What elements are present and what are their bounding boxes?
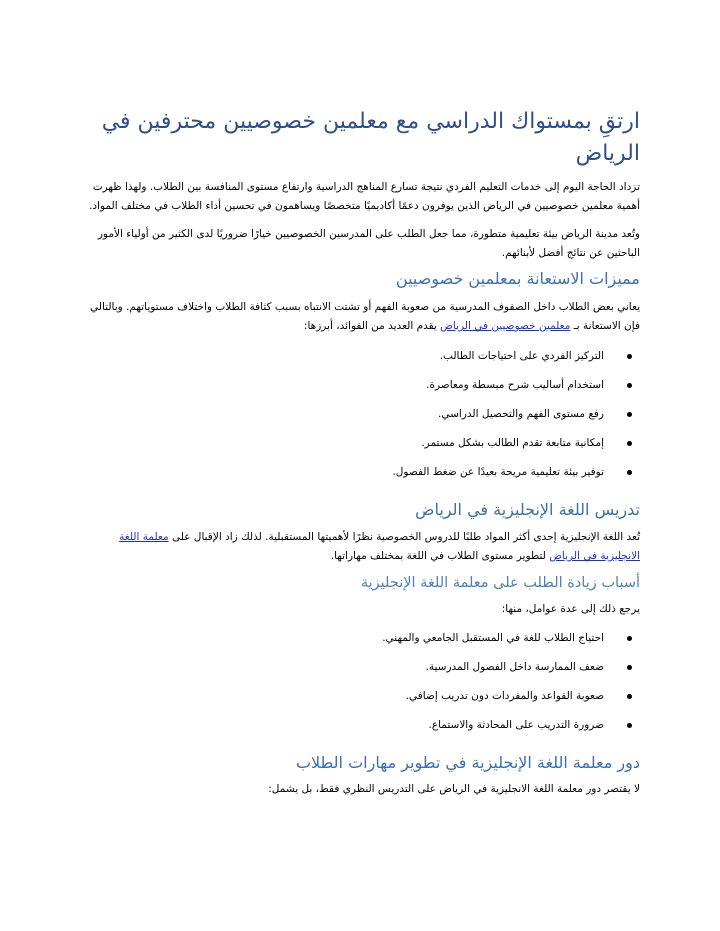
intro-paragraph-1: تزداد الحاجة اليوم إلى خدمات التعليم الفردي نتيجة تسارع المناهج الدراسية وارتفاع مستوى المنافسة بين الطلاب. ولهذا ظهرت أهمية معلمين خصوصيين في الرياض الذين يوفرون دعمًا أكاديميًا متخصصًا ويساهمون في تحسين أداء الطلاب في مختلف المواد. (89, 181, 640, 212)
english-teacher-link[interactable]: معلمة اللغة الانجليزية في الرياض (119, 531, 640, 562)
demand-reasons-list (88, 630, 640, 746)
list-item-text: إمكانية متابعة تقدم الطالب بشكل مستمر. (421, 437, 604, 449)
list-item-text: احتياج الطلاب للغة في المستقبل الجامعي والمهني. (382, 632, 604, 644)
list-item-text: رفع مستوى الفهم والتحصيل الدراسي. (438, 408, 604, 420)
list-item (88, 717, 640, 746)
list-item (88, 659, 640, 688)
english-paragraph (88, 528, 640, 566)
bullet-icon (627, 694, 632, 699)
list-item (88, 688, 640, 717)
list-item-text: استخدام أساليب شرح مبسطة ومعاصرة. (426, 379, 604, 391)
list-item (88, 435, 640, 464)
section-heading-benefits: مميزات الاستعانة بمعلمين خصوصيين (395, 269, 640, 288)
page-title: ارتقِ بمستواك الدراسي مع معلمين خصوصيين محترفين في الرياض (101, 109, 640, 166)
bullet-icon (627, 470, 632, 475)
bullet-icon (627, 665, 632, 670)
list-item (88, 630, 640, 659)
benefits-paragraph (88, 298, 640, 336)
bullet-icon (627, 383, 632, 388)
intro-paragraph-2: وتُعد مدينة الرياض بيئة تعليمية متطورة، مما جعل الطلب على المدرسين الخصوصيين خيارًا ضروريًا لدى الكثير من أولياء الأمور الباحثين عن نتائج أفضل لأبنائهم. (97, 228, 640, 259)
list-item-text: توفير بيئة تعليمية مريحة بعيدًا عن ضغط الفصول. (392, 466, 604, 478)
section-heading-demand-reasons: أسباب زيادة الطلب على معلمة اللغة الإنجليزية (360, 575, 640, 591)
english-text-before: تُعد اللغة الإنجليزية إحدى أكثر المواد طلبًا للدروس الخصوصية نظرًا لأهميتها المستقبلية. لذلك زاد الإقبال على (168, 531, 640, 543)
list-item-text: ضعف الممارسة داخل الفصول المدرسية. (425, 661, 604, 673)
section-heading-english-teaching: تدريس اللغة الإنجليزية في الرياض (415, 500, 640, 519)
bullet-icon (627, 723, 632, 728)
list-item (88, 406, 640, 435)
list-item-text: التركيز الفردي على احتياجات الطالب. (439, 350, 604, 362)
bullet-icon (627, 636, 632, 641)
bullet-icon (627, 354, 632, 359)
benefits-list (88, 348, 640, 493)
demand-intro: يرجع ذلك إلى عدة عوامل، منها: (501, 603, 640, 615)
section-heading-teacher-role: دور معلمة اللغة الإنجليزية في تطوير مهارات الطلاب (295, 753, 640, 772)
list-item (88, 464, 640, 493)
english-text-after: لتطوير مستوى الطلاب في اللغة بمختلف مهاراتها. (330, 550, 550, 562)
benefits-text-after: يقدم العديد من الفوائد، أبرزها: (303, 320, 441, 332)
list-item (88, 377, 640, 406)
private-tutors-link[interactable]: معلمين خصوصيين في الرياض (440, 320, 571, 332)
bullet-icon (627, 441, 632, 446)
benefits-text-before: يعاني بعض الطلاب داخل الصفوف المدرسية من صعوبة الفهم أو تشتت الانتباه بسبب كثافة الطلاب واختلاف مستوياتهم. وبالتالي فإن الاستعانة بـ (90, 301, 640, 332)
teacher-role-intro: لا يقتصر دور معلمة اللغة الانجليزية في الرياض على التدريس النظري فقط، بل يشمل: (268, 783, 640, 795)
list-item-text: صعوبة القواعد والمفردات دون تدريب إضافي. (405, 690, 604, 702)
list-item-text: ضرورة التدريب على المحادثة والاستماع. (428, 719, 604, 731)
list-item (88, 348, 640, 377)
bullet-icon (627, 412, 632, 417)
